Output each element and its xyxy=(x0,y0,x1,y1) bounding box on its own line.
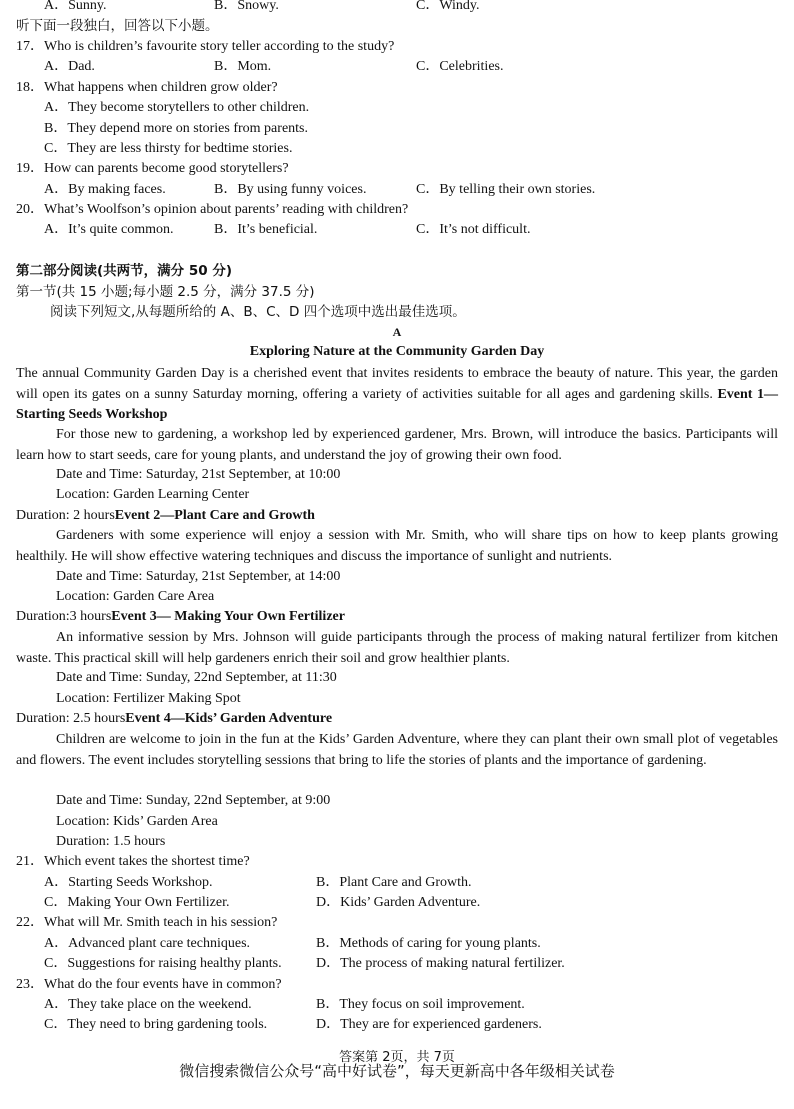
event3-title: Event 3— Making Your Own Fertilizer xyxy=(111,609,345,624)
event1-duration-line xyxy=(16,506,315,526)
event3-body xyxy=(16,628,778,669)
q17-option-c: C．Celebrities. xyxy=(416,59,504,74)
q20-option-a: A．It’s quite common. xyxy=(44,222,174,237)
event1-time: Date and Time: Saturday, 21st September, at 10:00 xyxy=(56,467,341,482)
event1-location: Location: Garden Learning Center xyxy=(56,487,250,502)
q22-option-d: D．The process of making natural fertilizer. xyxy=(316,956,565,971)
event2-location: Location: Garden Care Area xyxy=(56,589,215,604)
event4-body xyxy=(16,730,778,771)
q21-option-a: A．Starting Seeds Workshop. xyxy=(44,875,213,890)
passage-intro xyxy=(16,364,778,426)
event3-duration: Duration: 2.5 hours xyxy=(16,711,126,726)
q20-option-b: B．It’s beneficial. xyxy=(214,222,318,237)
event3-duration-line xyxy=(16,709,332,729)
intro-text: The annual Community Garden Day is a cherished event that invites residents to embrace the beauty of nature. This year, the garden will open its gates on a sunny Saturday morning, offering a variety of activities suitable for all ages and gardening skills. xyxy=(16,366,778,402)
event2-title: Event 2—Plant Care and Growth xyxy=(114,508,315,523)
event4-duration: Duration: 1.5 hours xyxy=(56,834,166,849)
page-number: 答案第 2页，共 7页 xyxy=(339,1050,455,1065)
event2-duration-line xyxy=(16,607,345,627)
q22-option-a: A．Advanced plant care techniques. xyxy=(44,936,251,951)
q20-stem: 20．What’s Woolfson’s opinion about parents’ reading with children? xyxy=(16,202,409,217)
event4-time: Date and Time: Sunday, 22nd September, at 9:00 xyxy=(56,793,331,808)
q19-stem: 19．How can parents become good storytellers? xyxy=(16,161,289,176)
event4-title: Event 4—Kids’ Garden Adventure xyxy=(125,711,333,726)
q23-option-a: A．They take place on the weekend. xyxy=(44,997,252,1012)
q17-option-b: B．Mom. xyxy=(214,59,272,74)
q22-option-c: C．Suggestions for raising healthy plants. xyxy=(44,956,282,971)
q19-option-b: B．By using funny voices. xyxy=(214,182,367,197)
passage-letter: A xyxy=(392,325,402,339)
q18-stem: 18．What happens when children grow older? xyxy=(16,80,278,95)
event1-duration: Duration: 2 hours xyxy=(16,508,115,523)
event1-body xyxy=(16,425,778,466)
q22-option-b: B．Methods of caring for young plants. xyxy=(316,936,541,951)
q20-option-c: C．It’s not difficult. xyxy=(416,222,531,237)
q18-option-c: C．They are less thirsty for bedtime stories. xyxy=(44,141,293,156)
q16-option-b: B．Snowy. xyxy=(214,0,279,13)
reading-instruction: 阅读下列短文,从每题所给的 A、B、C、D 四个选项中选出最佳选项。 xyxy=(50,304,466,320)
event3-time: Date and Time: Sunday, 22nd September, at 11:30 xyxy=(56,670,337,685)
q16-option-c: C．Windy. xyxy=(416,0,480,13)
q21-stem: 21．Which event takes the shortest time? xyxy=(16,854,250,869)
q22-stem: 22．What will Mr. Smith teach in his session? xyxy=(16,915,278,930)
q19-option-c: C．By telling their own stories. xyxy=(416,182,596,197)
passage-title: Exploring Nature at the Community Garden Day xyxy=(249,344,545,359)
event1-title: Event 1—Starting Seeds Workshop xyxy=(16,386,779,422)
event3-location: Location: Fertilizer Making Spot xyxy=(56,691,241,706)
q23-option-d: D．They are for experienced gardeners. xyxy=(316,1017,542,1032)
section1-heading: 第一节(共 15 小题;每小题 2.5 分，满分 37.5 分) xyxy=(16,284,315,300)
event2-time: Date and Time: Saturday, 21st September, at 14:00 xyxy=(56,569,341,584)
q21-option-c: C．Making Your Own Fertilizer. xyxy=(44,895,230,910)
q17-stem: 17．Who is children’s favourite story teller according to the study? xyxy=(16,39,395,54)
q16-option-a: A．Sunny. xyxy=(44,0,107,13)
event4-location: Location: Kids’ Garden Area xyxy=(56,814,218,829)
watermark-text: 微信搜索微信公众号“高中好试卷”，每天更新高中各年级相关试卷 xyxy=(179,1062,615,1080)
monologue-instruction: 听下面一段独白，回答以下小题。 xyxy=(16,18,219,34)
event3-body-text: An informative session by Mrs. Johnson will guide participants through the process of making natural fertilizer from kitchen waste. This practical skill will help gardeners enrich their soil and grow healthier plants. xyxy=(16,630,778,666)
event1-body-text: For those new to gardening, a workshop led by experienced gardener, Mrs. Brown, will introduce the basics. Participants will learn how to start seeds, care for young plants, and understand the joy of growing their own food. xyxy=(16,427,778,463)
q21-option-b: B．Plant Care and Growth. xyxy=(316,875,472,890)
event4-body-text: Children are welcome to join in the fun at the Kids’ Garden Adventure, where they can plant their own small plot of vegetables and flowers. The event includes storytelling sessions that bring to life the stories of plants and the importance of gardening. xyxy=(16,732,778,768)
event2-duration: Duration:3 hours xyxy=(16,609,112,624)
q18-option-b: B．They depend more on stories from parents. xyxy=(44,121,308,136)
q23-stem: 23．What do the four events have in common? xyxy=(16,977,282,992)
q23-option-c: C．They need to bring gardening tools. xyxy=(44,1017,268,1032)
part2-heading: 第二部分阅读(共两节，满分 50 分) xyxy=(16,263,233,279)
q21-option-d: D．Kids’ Garden Adventure. xyxy=(316,895,481,910)
q19-option-a: A．By making faces. xyxy=(44,182,166,197)
q17-option-a: A．Dad. xyxy=(44,59,95,74)
event2-body xyxy=(16,526,778,567)
q18-option-a: A．They become storytellers to other children. xyxy=(44,100,310,115)
event2-body-text: Gardeners with some experience will enjoy a session with Mr. Smith, who will share tips on how to keep plants growing healthily. He will show effective watering techniques and discuss the importance of sunlight and nutrients. xyxy=(16,528,778,564)
q23-option-b: B．They focus on soil improvement. xyxy=(316,997,525,1012)
